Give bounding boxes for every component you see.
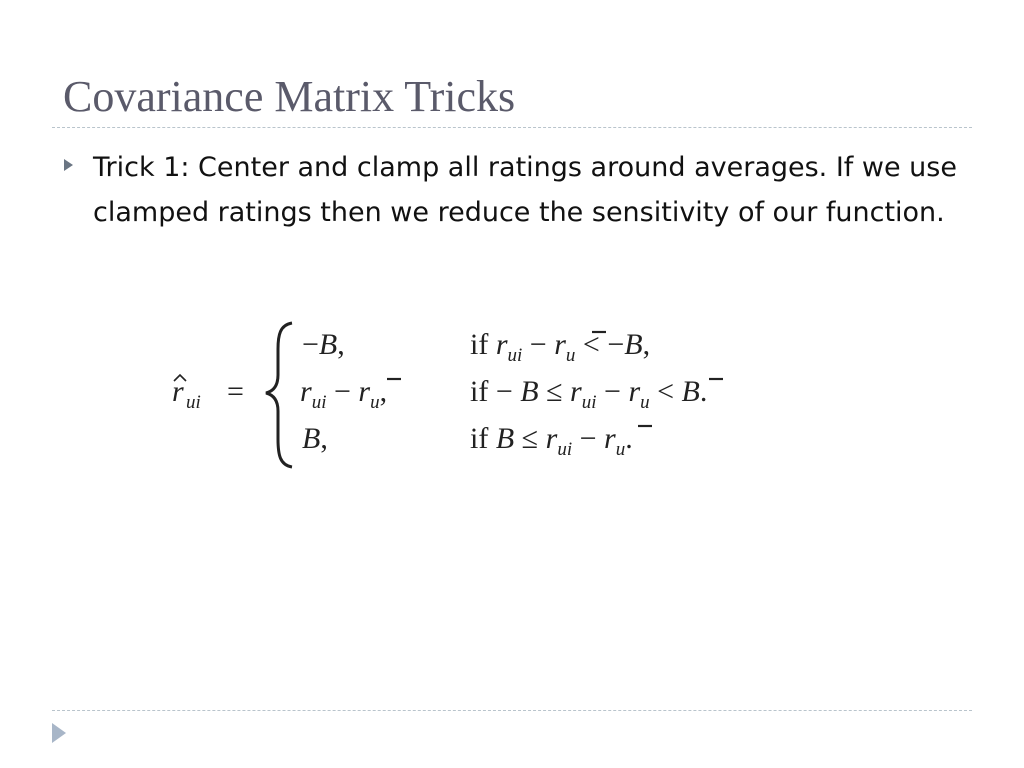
footer-divider [52,710,972,711]
case-2-condition: if − $B \le r_{ui} - r_u < B$. [470,375,708,413]
cases-brace [266,323,292,467]
case-3-value: B, [302,422,328,455]
bullet-text: Trick 1: Center and clamp all ratings around averages. If we use clamped ratings then we reduce the sensitivity of our function. [93,152,957,228]
formula-svg [172,315,832,475]
case-2 [300,375,723,413]
triangle-right-icon [64,159,73,171]
clamp-formula [172,315,832,475]
slide-title: Covariance Matrix Tricks [63,72,516,121]
case-1-value: −B, [302,328,345,361]
lhs-equals: = [227,375,244,408]
lhs-base: r [172,375,184,408]
case-1-condition: if $r_{ui} - r_u < -B$, [470,328,651,366]
title-divider [52,127,972,128]
case-3 [302,422,652,460]
case-3-condition: if $B \le r_{ui} - r_u$. [470,422,633,460]
case-1 [302,328,650,366]
lhs-sub: ui [186,392,201,413]
formula-lhs [172,375,244,413]
next-slide-icon[interactable] [52,723,66,743]
case-2-value: $r_{ui} - r_u$, [300,375,388,413]
